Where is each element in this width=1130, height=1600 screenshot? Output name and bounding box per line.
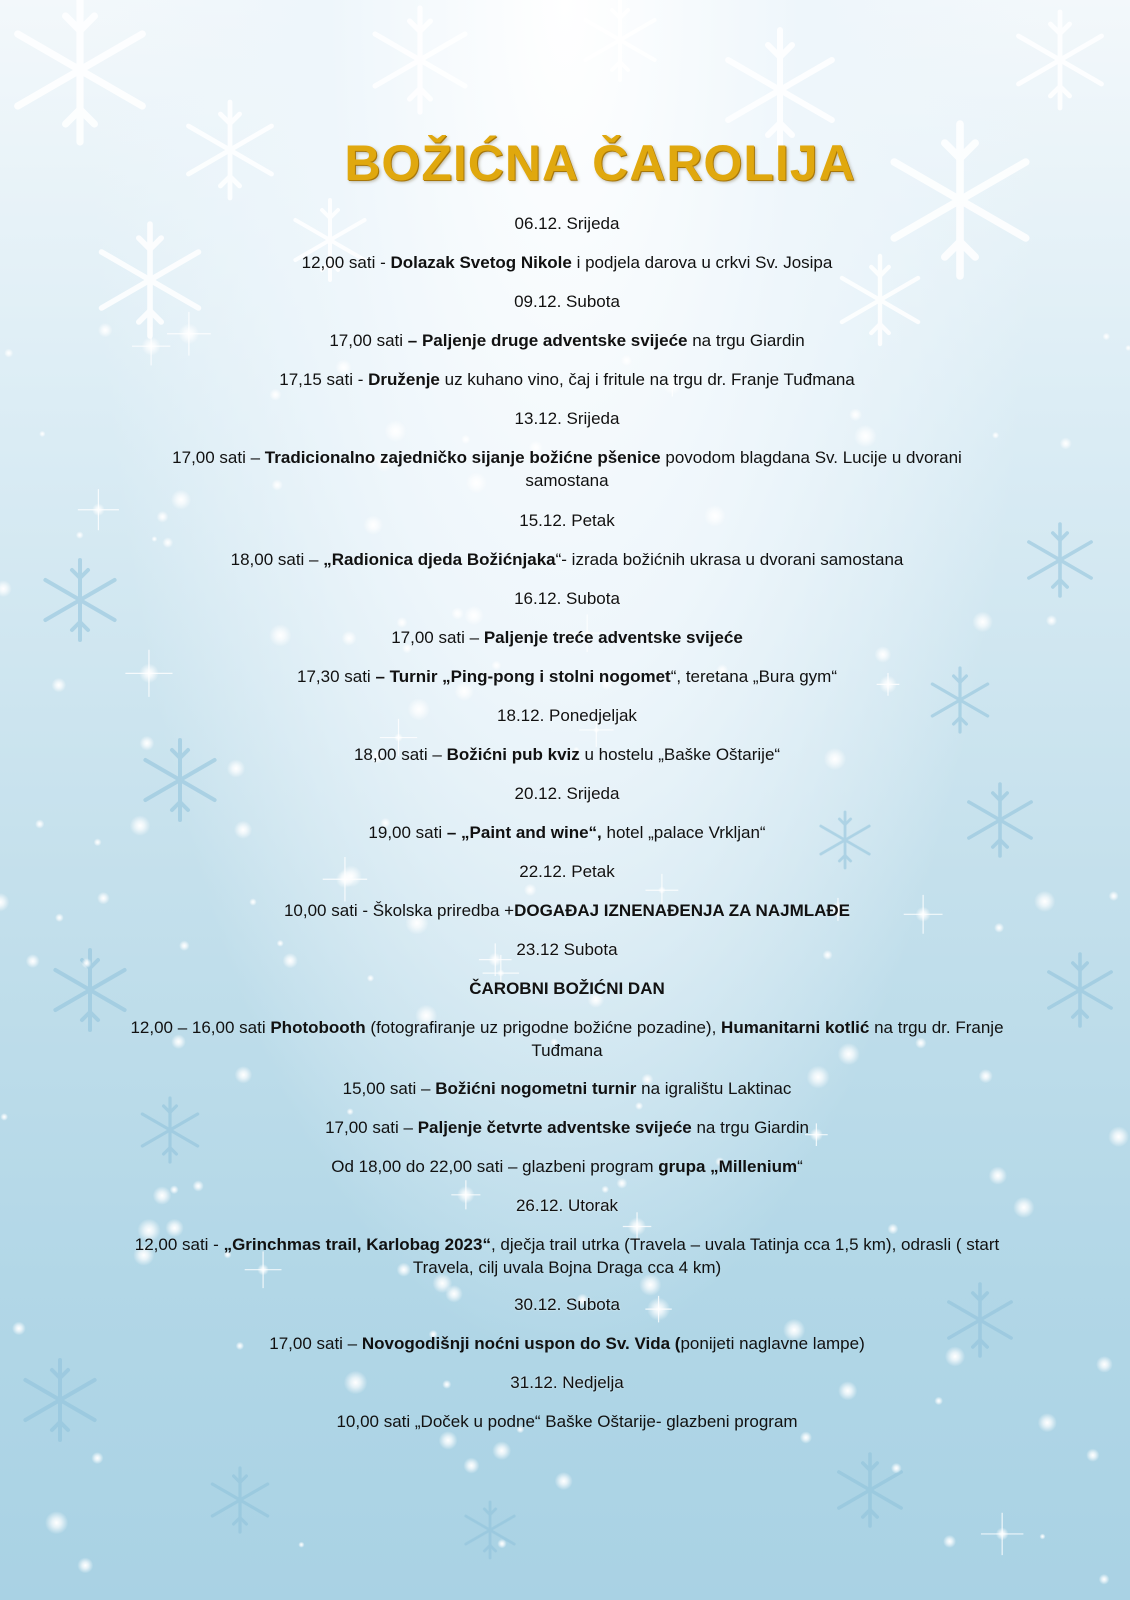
schedule-event (130, 626, 1004, 649)
event-highlight: – Paljenje druge adventske svijeće (407, 331, 688, 350)
schedule-event (130, 1410, 1004, 1433)
schedule-date (130, 212, 1004, 235)
event-text: “ (797, 1157, 803, 1176)
event-text: 18,00 sati – (353, 745, 447, 764)
event-text: 12,00 sati - (134, 1235, 224, 1254)
schedule-event (130, 1077, 1004, 1100)
schedule-event (130, 1155, 1004, 1178)
event-highlight: Božićni pub kviz (446, 745, 580, 764)
schedule-event (130, 446, 1004, 492)
schedule-event (130, 1233, 1004, 1279)
schedule-event (130, 329, 1004, 352)
schedule-event (130, 743, 1004, 766)
event-text: na trgu Giardin (687, 331, 805, 350)
event-text: 18.12. Ponedjeljak (497, 706, 637, 725)
schedule-event (130, 821, 1004, 844)
event-text: 16.12. Subota (514, 589, 620, 608)
event-text: u hostelu „Baške Oštarije“ (579, 745, 781, 764)
event-text: 12,00 – 16,00 sati (130, 1018, 271, 1037)
event-highlight: Paljenje četvrte adventske svijeće (417, 1118, 692, 1137)
event-text: “- izrada božićnih ukrasa u dvorani samostana (555, 550, 904, 569)
event-highlight: grupa „Millenium (658, 1157, 798, 1176)
event-text: 19,00 sati (368, 823, 447, 842)
event-text: 31.12. Nedjelja (510, 1373, 624, 1392)
event-text: 18,00 sati – (230, 550, 324, 569)
event-highlight: ČAROBNI BOŽIĆNI DAN (469, 979, 665, 998)
event-text: 22.12. Petak (519, 862, 615, 881)
schedule-event (130, 1332, 1004, 1355)
schedule-date (130, 407, 1004, 430)
schedule-date (130, 1194, 1004, 1217)
schedule-date (130, 587, 1004, 610)
schedule-date (130, 704, 1004, 727)
event-highlight: Druženje (368, 370, 440, 389)
event-text: ponijeti naglavne lampe) (680, 1334, 865, 1353)
event-text: Od 18,00 do 22,00 sati – glazbeni program (331, 1157, 659, 1176)
event-text: 06.12. Srijeda (514, 214, 620, 233)
schedule-event (130, 1016, 1004, 1062)
event-text: 17,00 sati – (391, 628, 484, 647)
event-text: i podjela darova u crkvi Sv. Josipa (571, 253, 833, 272)
event-text: hotel „palace Vrkljan“ (601, 823, 766, 842)
event-text: 15,00 sati – (342, 1079, 436, 1098)
event-highlight: Humanitarni kotlić (721, 1018, 870, 1037)
event-highlight: Božićni nogometni turnir (435, 1079, 637, 1098)
event-highlight: Tradicionalno zajedničko sijanje božićne pšenice (264, 448, 661, 467)
schedule-date (130, 290, 1004, 313)
schedule-date (130, 1293, 1004, 1316)
schedule-date (130, 860, 1004, 883)
event-text: 13.12. Srijeda (514, 409, 620, 428)
schedule-date (130, 938, 1004, 961)
event-text: 15.12. Petak (519, 511, 615, 530)
schedule-date (130, 509, 1004, 532)
event-text: 23.12 Subota (516, 940, 618, 959)
event-text: 20.12. Srijeda (514, 784, 620, 803)
event-highlight: „Grinchmas trail, Karlobag 2023“ (223, 1235, 491, 1254)
event-highlight: Paljenje treće adventske svijeće (483, 628, 743, 647)
event-text: 10,00 sati - Školska priredba + (283, 901, 515, 920)
event-text: 17,00 sati – (325, 1118, 418, 1137)
event-text: “, teretana „Bura gym“ (670, 667, 837, 686)
event-text: 17,00 sati (329, 331, 408, 350)
event-highlight: Photobooth (270, 1018, 366, 1037)
event-highlight: DOGAĐAJ IZNENAĐENJA ZA NAJMLAĐE (514, 901, 851, 920)
schedule-event (130, 899, 1004, 922)
event-text: 12,00 sati - (301, 253, 391, 272)
event-highlight: „Radionica djeda Božićnjaka (323, 550, 556, 569)
event-highlight: – Turnir „Ping-pong i stolni nogomet (375, 667, 671, 686)
event-text: 17,15 sati - (279, 370, 369, 389)
event-text: (fotografiranje uz prigodne božićne pozadine), (365, 1018, 722, 1037)
event-text: 10,00 sati „Doček u podne“ Baške Oštarije- glazbeni program (336, 1412, 798, 1431)
event-text: 17,00 sati – (172, 448, 265, 467)
event-highlight: – „Paint and wine“, (446, 823, 602, 842)
schedule-event (130, 368, 1004, 391)
schedule-event (130, 1116, 1004, 1139)
event-text: povodom blagdana Sv. Lucije u dvorani samostana (525, 448, 962, 490)
event-text: na igralištu Laktinac (636, 1079, 792, 1098)
schedule-event (130, 977, 1004, 1000)
schedule-date (130, 1371, 1004, 1394)
event-highlight: Dolazak Svetog Nikole (390, 253, 572, 272)
event-text: na trgu dr. Franje Tuđmana (531, 1018, 1004, 1060)
page-title: BOŽIĆNA ČAROLIJA (344, 135, 856, 191)
schedule-event (130, 665, 1004, 688)
schedule-date (130, 782, 1004, 805)
event-text: 30.12. Subota (514, 1295, 620, 1314)
schedule-event (130, 251, 1004, 274)
event-text: 26.12. Utorak (515, 1196, 619, 1215)
event-text: 17,30 sati (296, 667, 376, 686)
event-text: 09.12. Subota (514, 292, 620, 311)
event-text: uz kuhano vino, čaj i fritule na trgu dr. Franje Tuđmana (439, 370, 855, 389)
event-highlight: Novogodišnji noćni uspon do Sv. Vida ( (361, 1334, 681, 1353)
event-text: 17,00 sati – (269, 1334, 362, 1353)
event-text: na trgu Giardin (691, 1118, 809, 1137)
schedule-event (130, 548, 1004, 571)
event-text: , dječja trail utrka (Travela – uvala Tatinja cca 1,5 km), odrasli ( start Travela, cilj uvala Bojna Draga cca 4 km) (412, 1235, 1000, 1277)
